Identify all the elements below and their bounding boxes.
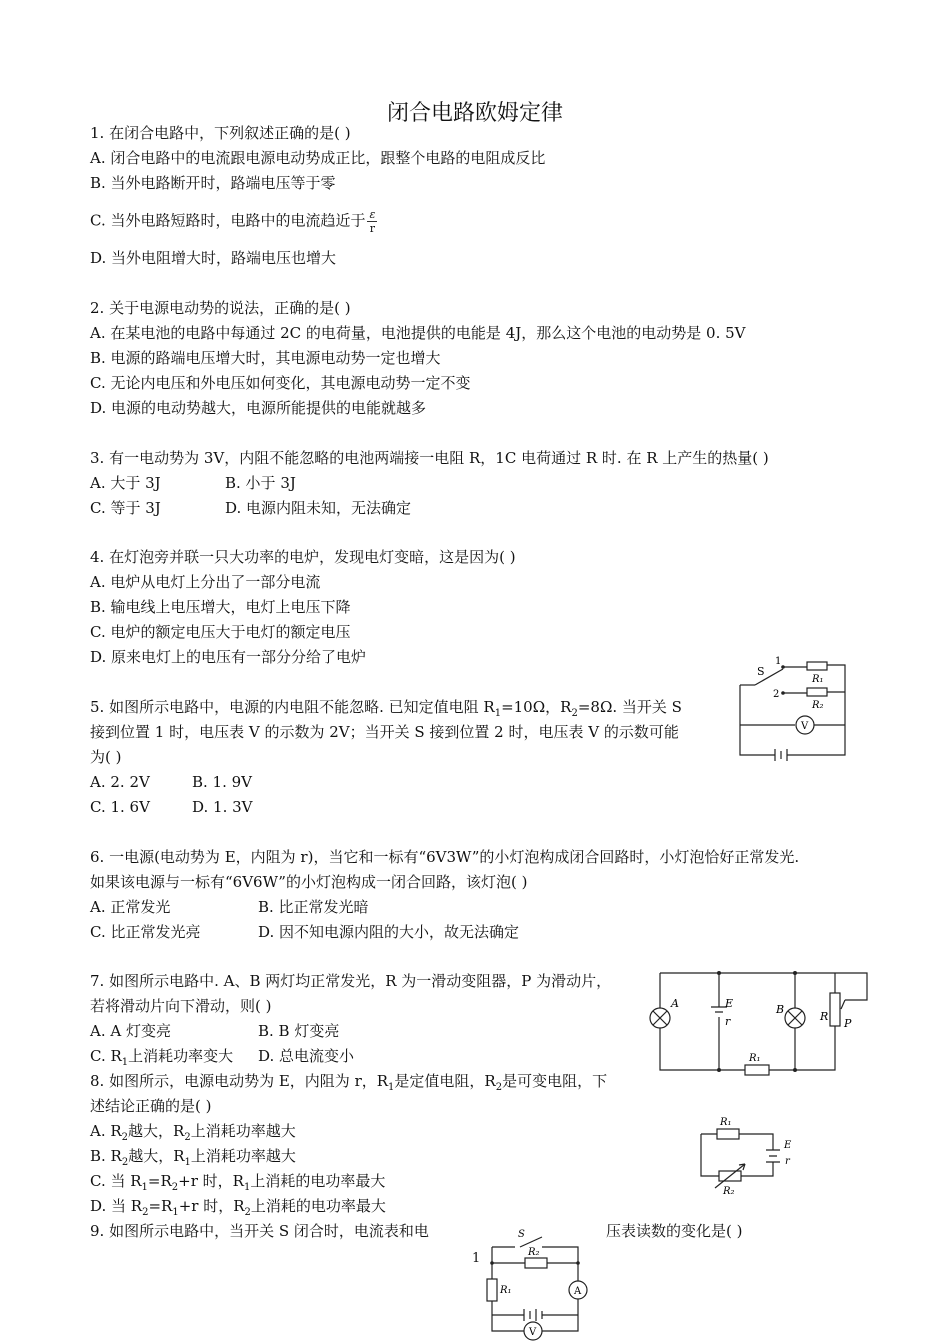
q8-text: +r 时，R bbox=[178, 1172, 244, 1190]
q3-option-c: C. 等于 3J bbox=[90, 499, 161, 517]
fig9-label-r2: R₂ bbox=[528, 1247, 540, 1258]
q1-option-d: D. 当外电阻增大时，路端电压也增大 bbox=[90, 249, 337, 267]
q8-option-a bbox=[90, 1121, 296, 1148]
fig7-label-r: r bbox=[725, 1015, 731, 1028]
q8-text: 8. 如图所示，电源电动势为 E，内阻为 r，R bbox=[90, 1072, 389, 1090]
q8-line-2: 述结论正确的是( ) bbox=[90, 1097, 212, 1115]
q8-text: 上消耗功率越大 bbox=[190, 1147, 296, 1165]
fig8-label-e: E bbox=[784, 1140, 792, 1151]
fig7-label-b: B bbox=[776, 1003, 785, 1016]
q2-stem: 2. 关于电源电动势的说法，正确的是( ) bbox=[90, 299, 351, 317]
q8-line-1 bbox=[90, 1071, 607, 1098]
q9-circuit-diagram bbox=[480, 1225, 595, 1344]
q8-option-d bbox=[90, 1196, 386, 1223]
subscript: 1 bbox=[141, 1182, 148, 1193]
fig7-label-a: A bbox=[671, 997, 679, 1010]
q1-option-b: B. 当外电路断开时，路端电压等于零 bbox=[90, 174, 336, 192]
q6-line-2: 如果该电源与一标有“6V6W”的小灯泡构成一闭合回路，该灯泡( ) bbox=[90, 873, 528, 891]
subscript: 2 bbox=[244, 1207, 251, 1218]
subscript: 2 bbox=[142, 1207, 149, 1218]
q8-text: 上消耗的电功率最大 bbox=[250, 1197, 386, 1215]
q4-option-a: A. 电炉从电灯上分出了一部分电流 bbox=[90, 573, 321, 591]
fig9-label-r1: R₁ bbox=[500, 1285, 512, 1296]
q7-option-b: B. B 灯变亮 bbox=[258, 1022, 340, 1040]
fig5-label-r2: R₂ bbox=[812, 700, 824, 711]
subscript: 1 bbox=[121, 1057, 129, 1068]
q6-option-a: A. 正常发光 bbox=[90, 898, 171, 916]
subscript: 1 bbox=[184, 1157, 191, 1168]
subscript: 2 bbox=[571, 708, 578, 719]
q5-option-c: C. 1. 6V bbox=[90, 798, 150, 816]
subscript: 2 bbox=[121, 1132, 129, 1143]
q8-text: 上消耗的电功率最大 bbox=[250, 1172, 386, 1190]
q7-text: C. R bbox=[90, 1047, 122, 1065]
q2-option-a: A. 在某电池的电路中每通过 2C 的电荷量，电池提供的电能是 4J，那么这个电池的电动势是 0. 5V bbox=[90, 324, 746, 342]
subscript: 2 bbox=[121, 1157, 129, 1168]
q8-text: B. R bbox=[90, 1147, 122, 1165]
subscript: 1 bbox=[172, 1207, 179, 1218]
q9-line-left: 9. 如图所示电路中，当开关 S 闭合时，电流表和电 bbox=[90, 1222, 429, 1240]
q7-line-2: 若将滑动片向下滑动，则( ) bbox=[90, 997, 272, 1015]
q5-line-1 bbox=[90, 697, 682, 724]
q2-option-d: D. 电源的电动势越大，电源所能提供的电能就越多 bbox=[90, 399, 427, 417]
q1-option-a: A. 闭合电路中的电流跟电源电动势成正比，跟整个电路的电阻成反比 bbox=[90, 149, 546, 167]
q8-circuit-diagram bbox=[693, 1112, 798, 1197]
q6-option-c: C. 比正常发光亮 bbox=[90, 923, 201, 941]
fig5-label-2: 2 bbox=[773, 689, 780, 700]
epsilon-over-r-fraction bbox=[367, 208, 377, 235]
q8-text: 越大，R bbox=[128, 1147, 185, 1165]
q7-text: 上消耗功率变大 bbox=[128, 1047, 234, 1065]
fig9-label-v: V bbox=[529, 1327, 537, 1338]
fig5-label-s: S bbox=[757, 665, 765, 678]
q7-option-c bbox=[90, 1046, 233, 1073]
fig8-label-r2: R₂ bbox=[723, 1186, 735, 1197]
q4-option-b: B. 输电线上电压增大，电灯上电压下降 bbox=[90, 598, 351, 616]
q8-text: 是定值电阻，R bbox=[394, 1072, 496, 1090]
page-title: 闭合电路欧姆定律 bbox=[386, 101, 563, 126]
fig5-label-v: V bbox=[801, 721, 809, 732]
q7-circuit-diagram bbox=[645, 965, 873, 1077]
subscript: 1 bbox=[494, 708, 502, 719]
fig7-label-e: E bbox=[725, 997, 734, 1010]
fig5-label-1: 1 bbox=[775, 656, 782, 667]
fig9-label-s: S bbox=[518, 1229, 525, 1240]
q8-text: 上消耗功率越大 bbox=[190, 1122, 296, 1140]
q8-text: 是可变电阻，下 bbox=[502, 1072, 608, 1090]
q1-option-c-text: C. 当外电路短路时，电路中的电流趋近于 bbox=[90, 211, 366, 230]
q4-stem: 4. 在灯泡旁并联一只大功率的电炉，发现电灯变暗，这是因为( ) bbox=[90, 548, 516, 566]
q8-text: =R bbox=[147, 1172, 172, 1190]
q5-text: =10Ω，R bbox=[501, 698, 572, 716]
q5-text: =8Ω. 当开关 S bbox=[577, 698, 682, 716]
q5-line-3: 为( ) bbox=[90, 748, 122, 766]
subscript: 2 bbox=[171, 1182, 179, 1193]
fig7-label-R: R bbox=[820, 1010, 829, 1023]
q9-figure-number: 1 bbox=[472, 1251, 481, 1266]
q8-text: =R bbox=[148, 1197, 173, 1215]
q3-option-b: B. 小于 3J bbox=[225, 474, 296, 492]
q9-line-right: 压表读数的变化是( ) bbox=[606, 1222, 743, 1240]
subscript: 1 bbox=[388, 1082, 395, 1093]
fig8-label-r: r bbox=[785, 1156, 790, 1167]
q6-option-d: D. 因不知电源内阻的大小，故无法确定 bbox=[258, 923, 520, 941]
fig5-label-r1: R₁ bbox=[812, 674, 824, 685]
q8-text: 越大，R bbox=[128, 1122, 185, 1140]
q1-stem: 1. 在闭合电路中，下列叙述正确的是( ) bbox=[90, 124, 351, 142]
q8-text: +r 时，R bbox=[178, 1197, 245, 1215]
q8-text: D. 当 R bbox=[90, 1197, 143, 1215]
subscript: 1 bbox=[243, 1182, 251, 1193]
fig8-label-r1: R₁ bbox=[720, 1117, 732, 1128]
subscript: 2 bbox=[184, 1132, 191, 1143]
fraction-numerator: ε bbox=[369, 208, 376, 221]
q3-option-d: D. 电源内阻未知，无法确定 bbox=[225, 499, 412, 517]
q1-option-c bbox=[90, 208, 377, 235]
q2-option-c: C. 无论内电压和外电压如何变化，其电源电动势一定不变 bbox=[90, 374, 471, 392]
q5-circuit-diagram bbox=[735, 655, 855, 770]
q8-option-b bbox=[90, 1146, 296, 1173]
q5-text: 5. 如图所示电路中，电源的内电阻不能忽略. 已知定值电阻 R bbox=[90, 698, 495, 716]
q6-line-1: 6. 一电源(电动势为 E，内阻为 r)，当它和一标有“6V3W”的小灯泡构成闭合回路时，小灯泡恰好正常发光. bbox=[90, 848, 800, 866]
q5-option-b: B. 1. 9V bbox=[192, 773, 253, 791]
q3-stem: 3. 有一电动势为 3V，内阻不能忽略的电池两端接一电阻 R，1C 电荷通过 R 时. 在 R 上产生的热量( ) bbox=[90, 449, 769, 467]
q8-text: A. R bbox=[90, 1122, 122, 1140]
fig7-label-r1: R₁ bbox=[749, 1053, 761, 1064]
subscript: 2 bbox=[495, 1082, 503, 1093]
q2-option-b: B. 电源的路端电压增大时，其电源电动势一定也增大 bbox=[90, 349, 441, 367]
q5-option-d: D. 1. 3V bbox=[192, 798, 253, 816]
fig7-label-p: P bbox=[844, 1017, 852, 1030]
q7-option-d: D. 总电流变小 bbox=[258, 1047, 355, 1065]
q8-option-c bbox=[90, 1171, 385, 1198]
q5-option-a: A. 2. 2V bbox=[90, 773, 150, 791]
q7-option-a: A. A 灯变亮 bbox=[90, 1022, 171, 1040]
fig9-label-a: A bbox=[574, 1286, 582, 1297]
q5-line-2: 接到位置 1 时，电压表 V 的示数为 2V；当开关 S 接到位置 2 时，电压表 V 的示数可能 bbox=[90, 723, 679, 741]
q3-option-a: A. 大于 3J bbox=[90, 474, 161, 492]
q6-option-b: B. 比正常发光暗 bbox=[258, 898, 369, 916]
fraction-denominator: r bbox=[369, 222, 376, 235]
q8-text: C. 当 R bbox=[90, 1172, 142, 1190]
q4-option-c: C. 电炉的额定电压大于电灯的额定电压 bbox=[90, 623, 351, 641]
q4-option-d: D. 原来电灯上的电压有一部分分给了电炉 bbox=[90, 648, 367, 666]
q7-line-1: 7. 如图所示电路中. A、B 两灯均正常发光，R 为一滑动变阻器，P 为滑动片， bbox=[90, 972, 612, 990]
